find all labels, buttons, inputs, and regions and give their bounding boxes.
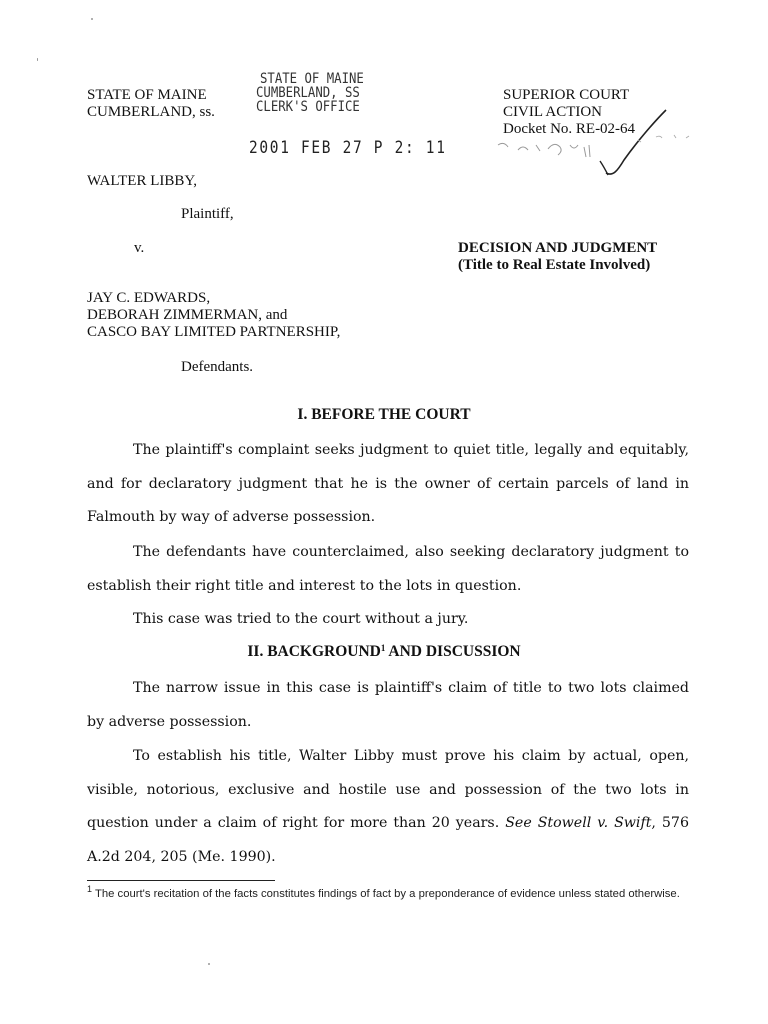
docket-number: Docket No. RE-02-64 [503,121,636,137]
section-heading: I. BEFORE THE COURT [297,406,471,423]
paragraph-text: To establish his title, Walter Libby must prove his claim by actual, open, visible, notorious, exclusive and hostile use and possession of the two lots in question under a claim of right for more than 20 years. [87,748,689,832]
plaintiff-role: Plaintiff, [181,206,234,222]
heading-text: II. BACKGROUND [247,643,381,660]
action-type: CIVIL ACTION [503,104,603,120]
title-main: DECISION AND JUDGMENT [458,240,658,256]
plaintiff-name: WALTER LIBBY, [87,173,198,189]
defendant-role: Defendants. [181,359,254,375]
body-paragraph [87,434,689,535]
handwritten-initials [488,105,703,180]
section-heading [0,643,768,661]
paragraph-text: The narrow issue in this case is plaintiff's claim of title to two lots claimed by adverse possession. [87,680,689,730]
body-paragraph [87,672,689,739]
venue-county: CUMBERLAND, ss. [87,104,215,120]
footnote-ref: 1 [380,643,386,653]
scan-speck [208,963,210,965]
scan-speck [37,58,38,61]
defendants-list [87,290,340,341]
versus-label: v. [134,240,145,256]
paragraph-text: The plaintiff's complaint seeks judgment to quiet title, legally and equitably, and for declaratory judgment that he is the owner of certain parcels of land in Falmouth by way of adverse possession. [87,442,689,526]
heading-text: AND DISCUSSION [385,643,521,660]
citation-reporter: , 576 A.2d 204, 205 (Me. 1990). [87,815,689,865]
body-paragraph [87,536,689,603]
title-sub: (Title to Real Estate Involved) [458,257,651,273]
case-citation: See Stowell v. Swift [505,815,652,832]
paragraph-text: This case was tried to the court without a jury. [133,611,469,627]
stamp-line: CUMBERLAND, SS [256,85,360,101]
defendant-name: JAY C. EDWARDS, [87,290,211,306]
court-venue [87,87,215,121]
court-name: SUPERIOR COURT [503,87,630,103]
footnote [87,884,692,902]
stamp-line: CLERK'S OFFICE [256,99,360,115]
defendant-name: CASCO BAY LIMITED PARTNERSHIP, [87,324,341,340]
venue-state: STATE OF MAINE [87,87,207,103]
scan-speck [91,18,93,20]
document-title [458,240,657,274]
clerk-received-stamp [256,72,378,114]
paragraph-text: The defendants have counterclaimed, also seeking declaratory judgment to establish their right title and interest to the lots in question. [87,544,689,594]
stamp-line: STATE OF MAINE [260,71,364,87]
stamp-date-time: 2001 FEB 27 P 2: 11 [249,138,447,158]
footnote-marker: 1 [87,884,93,894]
body-paragraph [87,740,689,874]
footnote-divider [87,880,275,881]
footnote-text: The court's recitation of the facts constitutes findings of fact by a preponderance of evidence unless stated otherwise. [92,888,680,900]
body-paragraph [87,603,689,637]
defendant-name: DEBORAH ZIMMERMAN, and [87,307,288,323]
